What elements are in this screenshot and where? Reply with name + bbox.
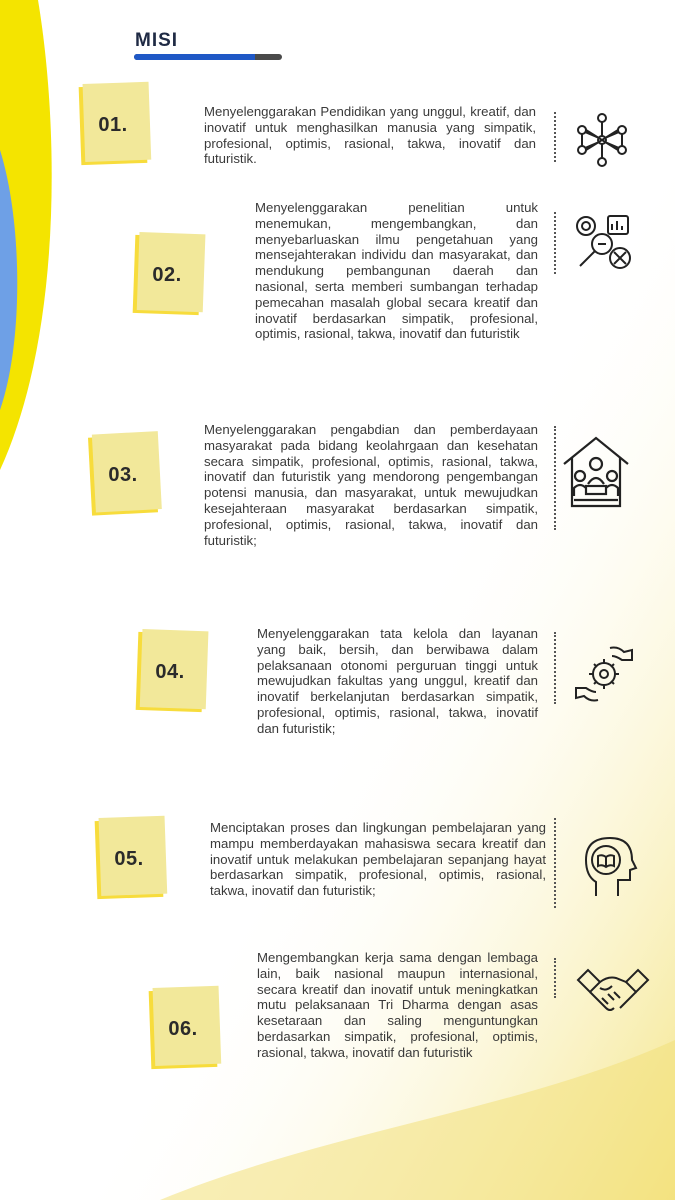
head-book-icon (582, 832, 638, 898)
mission-text: Mengembangkan kerja sama dengan lembaga lain, baik nasional maupun internasional, secara kreatif dan inovatif untuk meningkatkan mutu pelaksanaan Tri Dharma dengan asas kesetaraan dan saling menguntungkan berdasarkan simpatik, profesional, optimis, rasional, takwa, inovatif dan futuristik (257, 950, 538, 1060)
handshake-icon (576, 966, 650, 1016)
page-title: MISI (135, 30, 179, 51)
mission-text: Menyelenggarakan tata kelola dan layanan yang baik, bersih, dan berwibawa dalam pelaksanaan otonomi perguruan tinggi untuk mewujudkan fakultas yang unggul, kreatif dan inovatif berkelanjutan berdasarkan simpatik, profesional, optimis, rasional, takwa, inovatif dan futuristik; (257, 626, 538, 736)
dotted-divider (554, 426, 556, 530)
item-number: 05. (114, 847, 144, 870)
item-number: 03. (108, 463, 138, 486)
dotted-divider (554, 818, 556, 908)
dotted-divider (554, 212, 556, 274)
mission-text: Menyelenggarakan pengabdian dan pemberdayaan masyarakat pada bidang keolahrgaan dan kesehatan secara simpatik, profesional, optimis, rasional, takwa, inovatif dan futuristik yang mendorong pengembangan potensi manusia, dan masyarakat, untuk mewujudkan kesejahteraan masyarakat berdasarkan simpatik, profesional, optimis, rasional, takwa, inovatif dan futuristik; (204, 422, 538, 548)
item-number: 01. (98, 113, 128, 136)
hands-gear-icon (572, 642, 636, 706)
mission-text: Menyelenggarakan penelitian untuk menemukan, mengembangkan, dan menyebarluaskan ilmu pengetahuan yang mensejahterakan individu dan masyarakat, dan mendukung pembangunan daerah dan nasional, serta memberi sumbangan terhadap pemecahan masalah global secara kreatif dan inovatif berdasarkan simpatik, profesional, optimis, rasional, takwa, inovatif dan futuristik (255, 200, 538, 342)
research-analysis-icon (572, 212, 634, 274)
mission-text: Menciptakan proses dan lingkungan pembelajaran yang mampu memberdayakan mahasiswa secara kreatif dan inovatif untuk melakukan pembelajaran sepanjang hayat berdasarkan simpatik, profesional, optimis, rasional, takwa, inovatif dan futuristik; (210, 820, 546, 899)
item-number: 02. (152, 263, 182, 286)
item-number: 04. (155, 660, 185, 683)
community-house-icon (560, 434, 632, 510)
title-underline (134, 54, 282, 60)
network-nodes-icon (574, 112, 630, 168)
dotted-divider (554, 958, 556, 998)
dotted-divider (554, 632, 556, 704)
item-number: 06. (168, 1017, 198, 1040)
dotted-divider (554, 112, 556, 162)
mission-text: Menyelenggarakan Pendidikan yang unggul, kreatif, dan inovatif untuk menghasilkan manusia yang simpatik, profesional, optimis, rasional, takwa, inovatif dan futuristik. (204, 104, 536, 167)
